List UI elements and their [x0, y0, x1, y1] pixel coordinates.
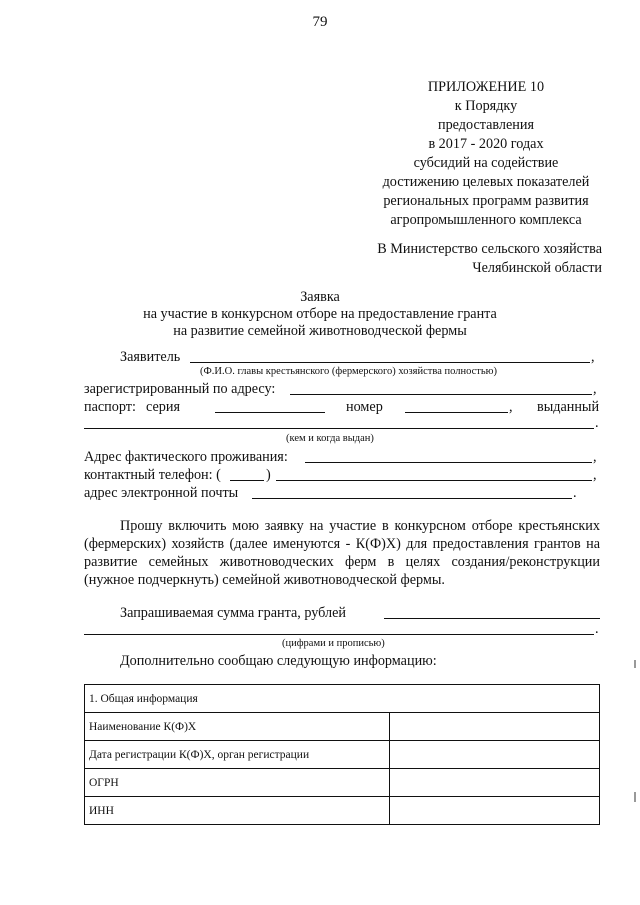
passport-series-field[interactable] [215, 412, 325, 413]
passport-issued-label: выданный [537, 399, 600, 415]
grant-amount-words-field[interactable] [84, 634, 594, 635]
addressee-line: Челябинской области [472, 260, 602, 276]
scan-mark [634, 660, 636, 668]
table-row-value[interactable] [390, 769, 600, 797]
registered-address-label: зарегистрированный по адресу: [84, 381, 276, 397]
table-row-label: ИНН [85, 797, 390, 825]
applicant-label: Заявитель [120, 349, 181, 365]
actual-address-label: Адрес фактического проживания: [84, 449, 288, 465]
applicant-field[interactable] [190, 362, 590, 363]
table-row [85, 797, 600, 825]
additional-info-label: Дополнительно сообщаю следующую информацию: [120, 653, 437, 669]
table-row [85, 769, 600, 797]
appendix-line: в 2017 - 2020 годах [428, 136, 544, 152]
scan-mark [634, 792, 636, 802]
issued-hint: (кем и когда выдан) [286, 433, 374, 444]
table-row-label: ОГРН [85, 769, 390, 797]
document-subtitle: на участие в конкурсном отборе на предоставление гранта [143, 306, 497, 322]
table-row-label: Дата регистрации К(Ф)Х, орган регистрации [85, 741, 390, 769]
comma: , [593, 467, 597, 483]
table-section-title: 1. Общая информация [85, 685, 600, 713]
phone-code-field[interactable] [230, 480, 264, 481]
table-row-label: Наименование К(Ф)Х [85, 713, 390, 741]
applicant-hint: (Ф.И.О. главы крестьянского (фермерского) хозяйства полностью) [200, 366, 497, 377]
table-section-row [85, 685, 600, 713]
general-info-table [84, 684, 600, 825]
document-title: Заявка [300, 289, 340, 305]
comma: , [593, 449, 597, 465]
period: . [595, 621, 599, 637]
phone-label: контактный телефон: ( [84, 467, 221, 483]
passport-number-label: номер [346, 399, 383, 415]
grant-amount-field[interactable] [384, 618, 600, 619]
passport-number-field[interactable] [405, 412, 508, 413]
appendix-line: предоставления [437, 117, 535, 133]
appendix-line: субсидий на содействие [413, 155, 559, 171]
email-field[interactable] [252, 498, 572, 499]
appendix-header [360, 78, 612, 230]
table-row [85, 713, 600, 741]
grant-amount-label: Запрашиваемая сумма гранта, рублей [120, 605, 347, 621]
comma: , [591, 349, 595, 365]
period: . [595, 415, 599, 431]
phone-close-paren: ) [266, 467, 271, 483]
table-row [85, 741, 600, 769]
phone-number-field[interactable] [276, 480, 592, 481]
page-number: 79 [312, 14, 328, 30]
table-row-value[interactable] [390, 713, 600, 741]
appendix-line: агропромышленного комплекса [390, 212, 582, 228]
table-row-value[interactable] [390, 797, 600, 825]
table-row-value[interactable] [390, 741, 600, 769]
passport-issued-field[interactable] [84, 428, 594, 429]
addressee-line: В Министерство сельского хозяйства [377, 241, 602, 257]
comma: , [593, 381, 597, 397]
registered-address-field[interactable] [290, 394, 592, 395]
grant-amount-hint: (цифрами и прописью) [282, 638, 385, 649]
passport-series-label: серия [146, 399, 180, 415]
email-label: адрес электронной почты [84, 485, 239, 501]
appendix-title: ПРИЛОЖЕНИЕ 10 [427, 79, 545, 95]
request-paragraph [84, 517, 600, 589]
comma: , [509, 399, 513, 415]
passport-label: паспорт: [84, 399, 136, 415]
request-paragraph-text: Прошу включить мою заявку на участие в конкурсном отборе крестьянских (фермерских) хозяйств (далее именуются - К(Ф)Х) для предоставления грантов на развитие семейных животноводческих ферм в целях создания/реконструкции (нужное подчеркнуть) семейной животноводческой фермы. [84, 518, 600, 588]
actual-address-field[interactable] [305, 462, 592, 463]
appendix-line: достижению целевых показателей [382, 174, 590, 190]
appendix-line: региональных программ развития [383, 193, 589, 209]
period: . [573, 485, 577, 501]
document-subtitle: на развитие семейной животноводческой фермы [173, 323, 467, 339]
appendix-line: к Порядку [454, 98, 518, 114]
